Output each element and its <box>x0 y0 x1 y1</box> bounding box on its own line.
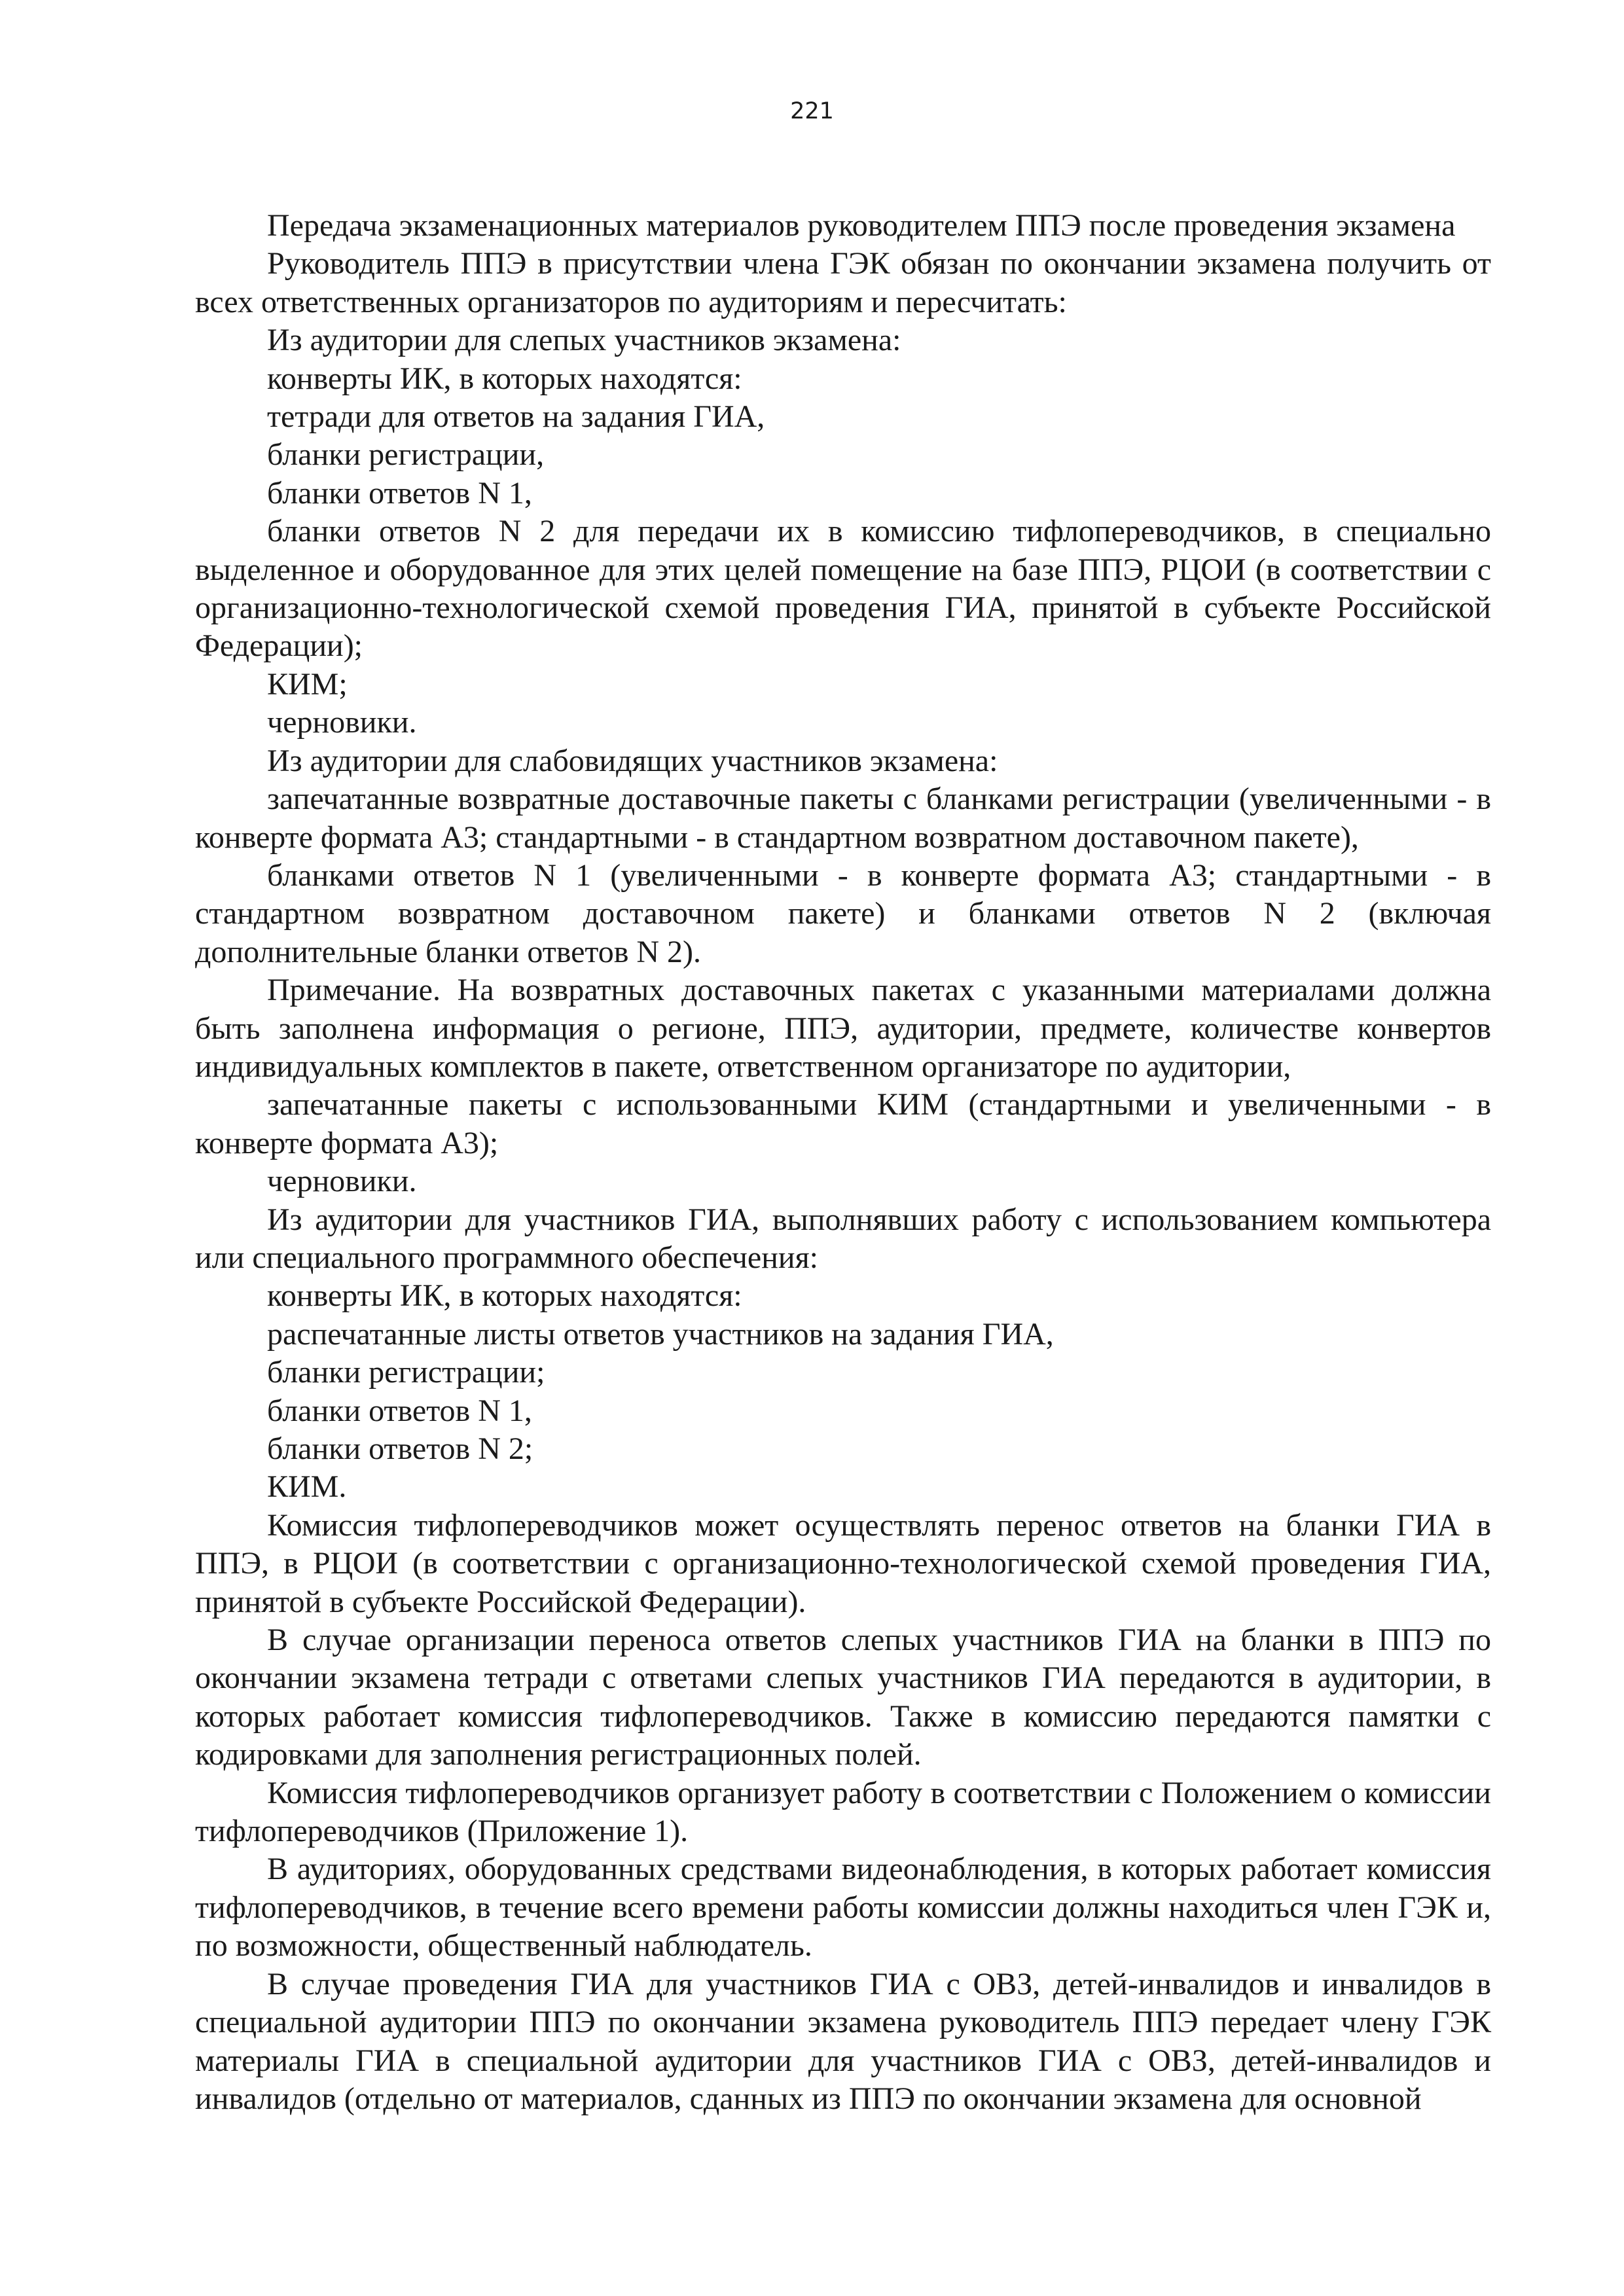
paragraph: запечатанные возвратные доставочные пакеты с бланками регистрации (увеличенными - в конверте формата А3; стандартными - в стандартном возвратном доставочном пакете), <box>195 781 1491 855</box>
paragraph: В случае организации переноса ответов слепых участников ГИА на бланки в ППЭ по окончании экзамена тетради с ответами слепых участников ГИА передаются в аудитории, в которых работает комиссия тифлопереводчиков. Также в комиссию передаются памятки с кодировками для заполнения регистрационных полей. <box>195 1623 1491 1772</box>
paragraph: бланками ответов N 1 (увеличенными - в конверте формата А3; стандартными - в стандартном возвратном доставочном пакете) и бланками ответов N 2 (включая дополнительные бланки ответов N 2). <box>195 857 1491 969</box>
paragraph: бланки ответов N 2 для передачи их в комиссию тифлопереводчиков, в специально выделенное и оборудованное для этих целей помещение на базе ППЭ, РЦОИ (в соответствии с организационно-технологической схемой проведения ГИА, принятой в субъекте Российской Федерации); <box>195 514 1491 664</box>
paragraph: В случае проведения ГИА для участников ГИА с ОВЗ, детей-инвалидов и инвалидов в специальной аудитории ППЭ по окончании экзамена руководитель ППЭ передает члену ГЭК материалы ГИА в специальной аудитории для участников ГИА с ОВЗ, детей-инвалидов и инвалидов (отдельно от материалов, сданных из ППЭ по окончании экзамена для основной <box>195 1966 1491 2116</box>
paragraph: В аудиториях, оборудованных средствами видеонаблюдения, в которых работает комиссия тифлопереводчиков, в течение всего времени работы комиссии должны находиться член ГЭК и, по возможности, общественный наблюдатель. <box>195 1852 1491 1964</box>
paragraph: Примечание. На возвратных доставочных пакетах с указанными материалами должна быть заполнена информация о регионе, ППЭ, аудитории, предмете, количестве конвертов индивидуальных комплектов в пакете, ответственном организаторе по аудитории, <box>195 973 1491 1084</box>
list-item: бланки регистрации; <box>267 1355 545 1390</box>
list-item: черновики. <box>267 705 417 740</box>
list-item: бланки ответов N 1, <box>267 475 532 511</box>
list-item: Из аудитории для слабовидящих участников экзамена: <box>267 743 998 778</box>
list-item: бланки регистрации, <box>267 437 545 473</box>
paragraph: Передача экзаменационных материалов руководителем ППЭ после проведения экзамена <box>267 208 1456 243</box>
list-item: тетради для ответов на задания ГИА, <box>267 399 765 435</box>
list-item: Из аудитории для слепых участников экзамена: <box>267 323 901 358</box>
list-item: конверты ИК, в которых находятся: <box>267 361 742 396</box>
list-item: конверты ИК, в которых находятся: <box>267 1278 742 1314</box>
paragraph: запечатанные пакеты с использованными КИМ (стандартными и увеличенными - в конверте формата А3); <box>195 1087 1491 1160</box>
paragraph: Из аудитории для участников ГИА, выполнявших работу с использованием компьютера или специального программного обеспечения: <box>195 1202 1491 1275</box>
list-item: КИМ. <box>267 1469 347 1505</box>
list-item: КИМ; <box>267 666 348 702</box>
list-item: бланки ответов N 2; <box>267 1431 533 1466</box>
page-number: 221 <box>790 98 834 124</box>
list-item: черновики. <box>267 1164 417 1199</box>
list-item: бланки ответов N 1, <box>267 1393 532 1428</box>
document-body <box>195 207 1491 2118</box>
paragraph: Руководитель ППЭ в присутствии члена ГЭК обязан по окончании экзамена получить от всех ответственных организаторов по аудиториям и пересчитать: <box>195 246 1491 319</box>
paragraph: Комиссия тифлопереводчиков может осуществлять перенос ответов на бланки ГИА в ППЭ, в РЦОИ (в соответствии с организационно-технологической схемой проведения ГИА, принятой в субъекте Российской Федерации). <box>195 1507 1491 1619</box>
list-item: распечатанные листы ответов участников на задания ГИА, <box>267 1316 1054 1352</box>
paragraph: Комиссия тифлопереводчиков организует работу в соответствии с Положением о комиссии тифлопереводчиков (Приложение 1). <box>195 1775 1491 1849</box>
